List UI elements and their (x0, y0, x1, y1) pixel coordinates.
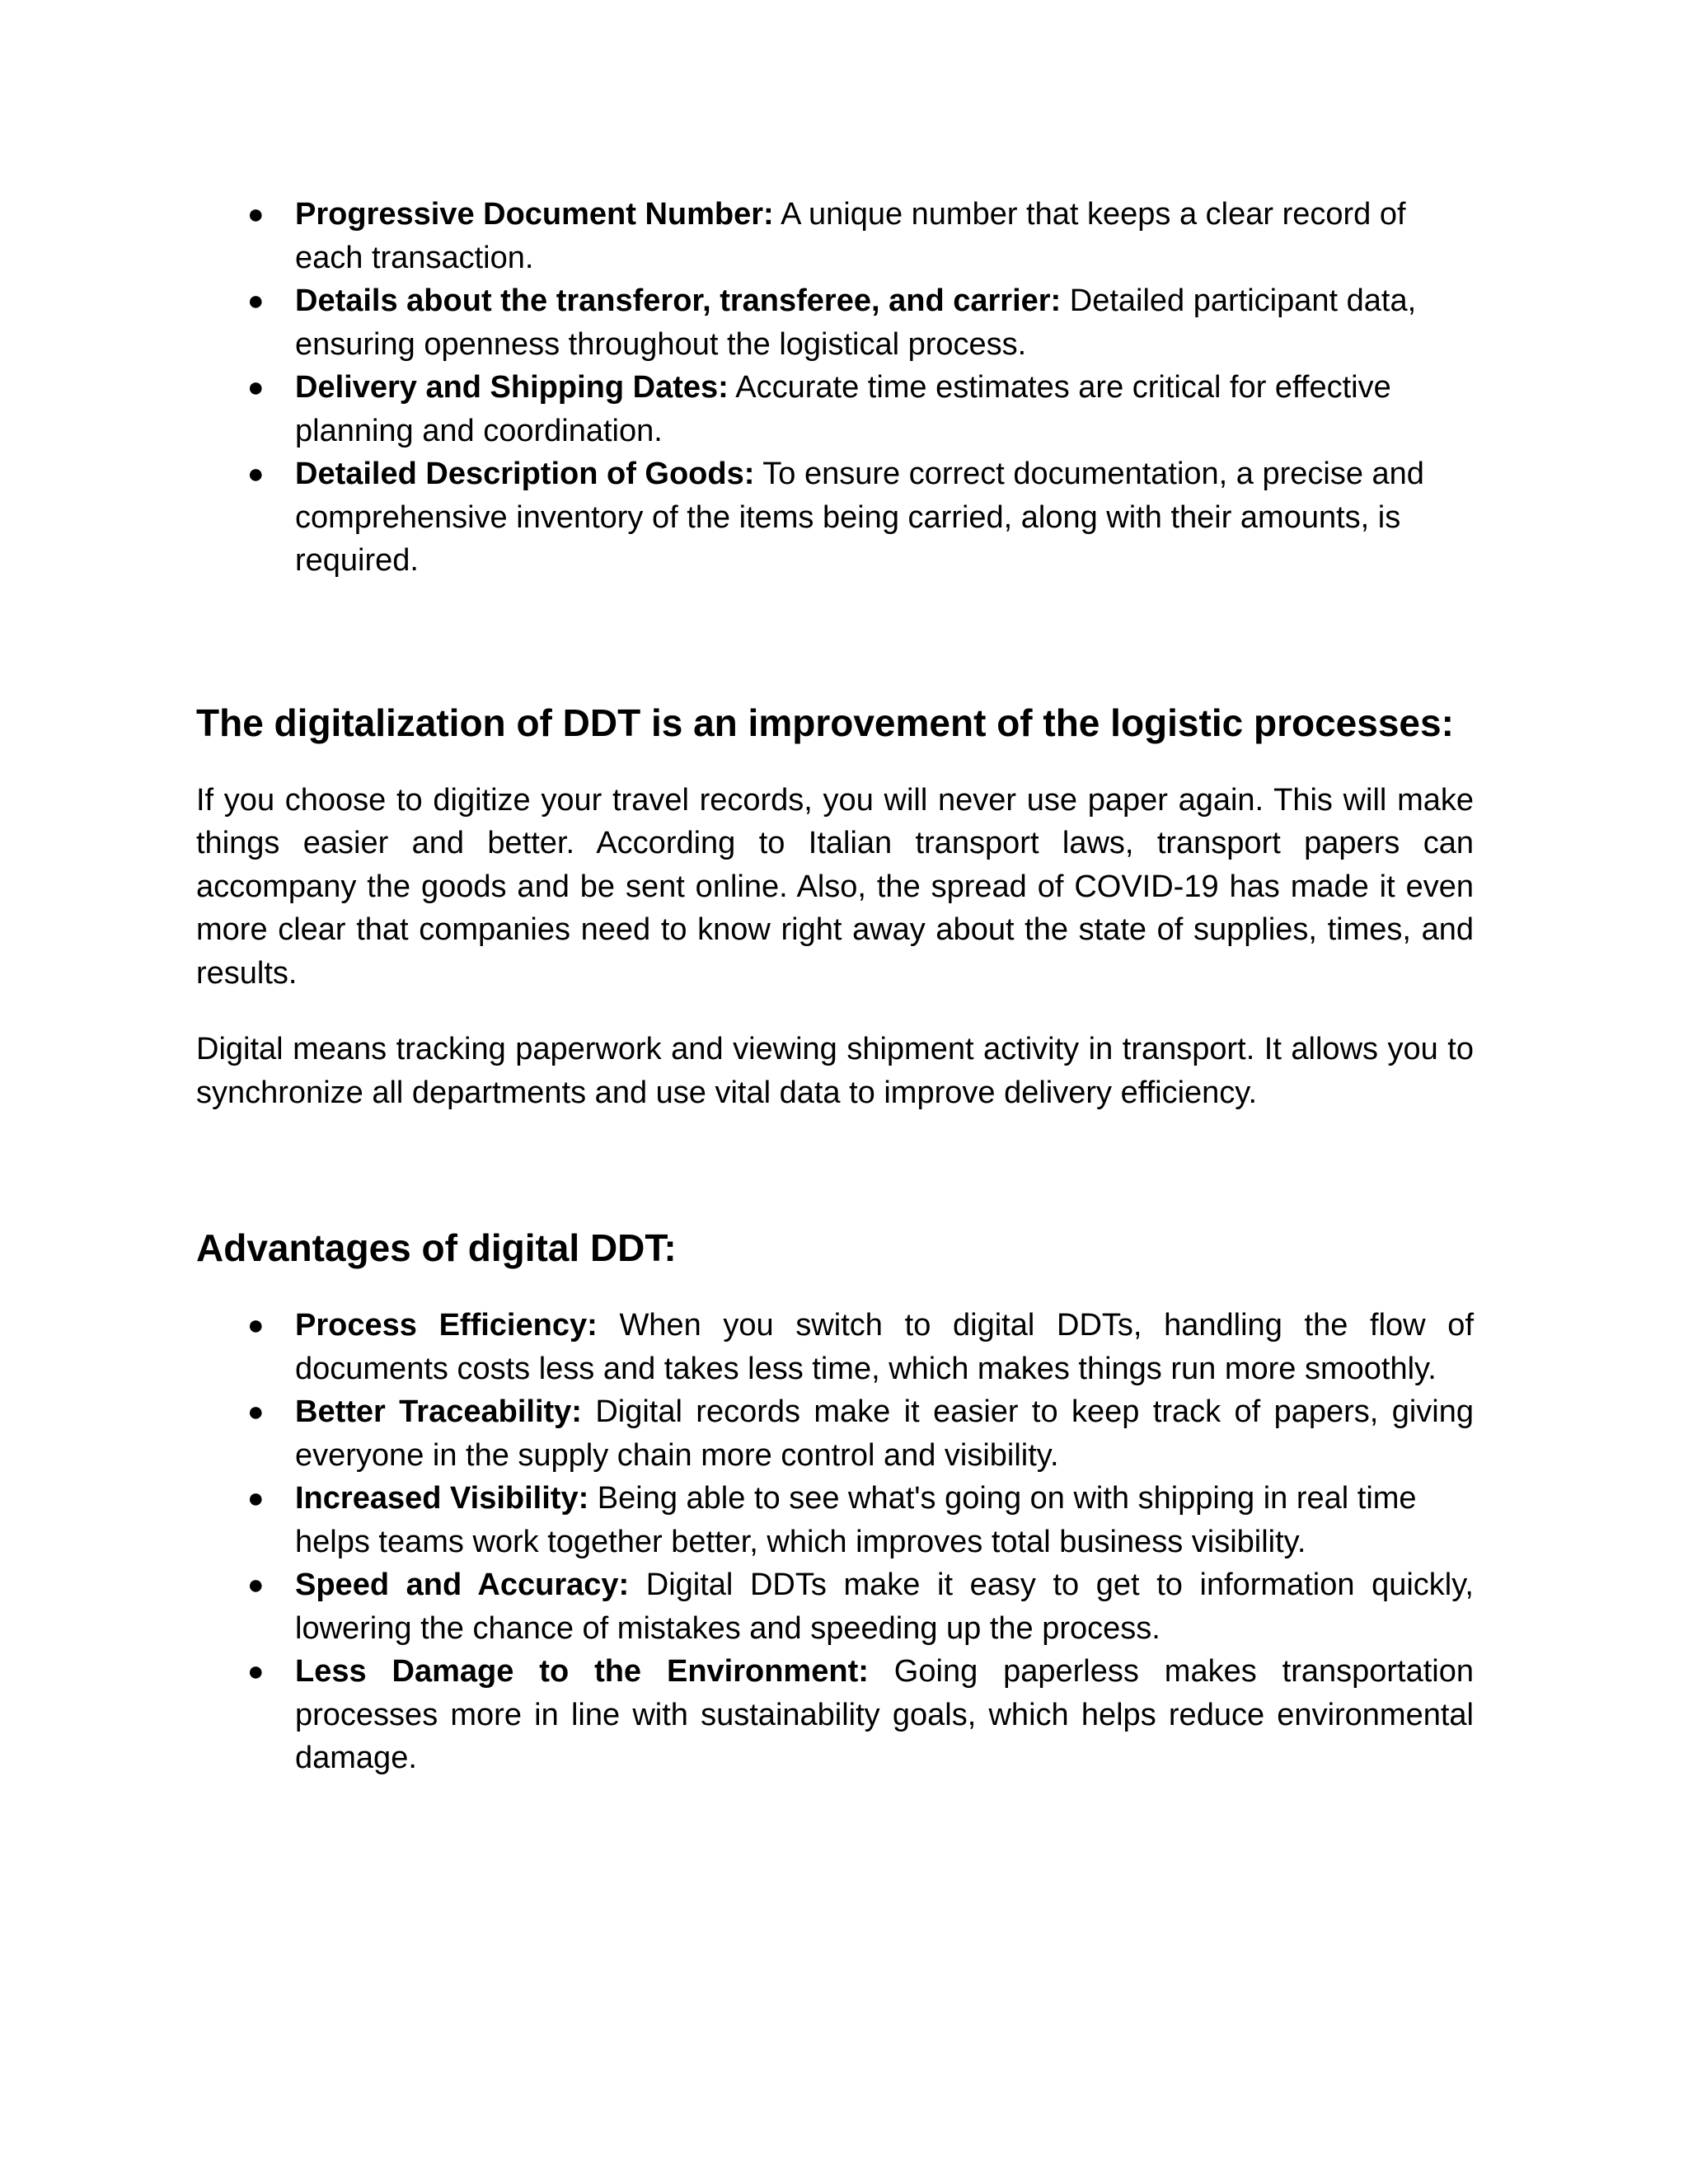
list-item-text: Going paperless makes transportation processes more in line with sustainability goals, which helps reduce environmental damage. (295, 1654, 1474, 1775)
advantages-heading: Advantages of digital DDT: (196, 1226, 677, 1269)
digitalization-heading: The digitalization of DDT is an improvement of the logistic processes: (196, 701, 1454, 744)
bullet-icon: ● (247, 285, 265, 316)
bullet-icon: ● (247, 1569, 265, 1601)
bullet-icon: ● (247, 372, 265, 403)
bullet-icon: ● (247, 1310, 265, 1341)
list-item-term: Less Damage to the Environment: (295, 1654, 869, 1689)
list-item-text: Accurate time estimates are critical for effective planning and coordination. (295, 370, 1391, 448)
list-item-text: Digital DDTs make it easy to get to information quickly, lowering the chance of mistakes and speeding up the process. (295, 1568, 1474, 1646)
list-item-text: To ensure correct documentation, a precise and comprehensive inventory of the items being carried, along with their amounts, is required. (295, 457, 1424, 578)
bullet-icon: ● (247, 1396, 265, 1427)
list-item (196, 279, 1474, 366)
bullet-icon: ● (247, 1483, 265, 1514)
list-item (196, 452, 1474, 583)
list-item (196, 1563, 1474, 1650)
digitalization-paragraph: If you choose to digitize your travel records, you will never use paper again. This will make things easier and better. According to Italian transport laws, transport papers can accompany the goods and be sent online. Also, the spread of COVID-19 has made it even more clear that companies need to know right away about the state of supplies, times, and results. (196, 782, 1474, 991)
list-item-term: Better Traceability: (295, 1394, 582, 1429)
list-item (196, 1650, 1474, 1780)
list-item (196, 1304, 1474, 1390)
digital-tracking-paragraph: Digital means tracking paperwork and viewing shipment activity in transport. It allows you to synchronize all departments and use vital data to improve delivery efficiency. (196, 1032, 1474, 1110)
list-item-text: A unique number that keeps a clear record of each transaction. (295, 197, 1406, 275)
goods-details-list (196, 193, 1474, 583)
list-item-term: Process Efficiency: (295, 1308, 598, 1343)
bullet-icon: ● (247, 1656, 265, 1687)
list-item-term: Details about the transferor, transferee, and carrier: (295, 284, 1062, 318)
bullet-icon: ● (247, 458, 265, 490)
list-item-term: Speed and Accuracy: (295, 1568, 630, 1602)
document-content (196, 193, 1474, 1780)
list-item (196, 366, 1474, 452)
list-item (196, 1390, 1474, 1477)
list-item-term: Delivery and Shipping Dates: (295, 370, 729, 405)
list-item-text: Being able to see what's going on with shipping in real time helps teams work together better, which improves total business visibility. (295, 1481, 1417, 1559)
list-item-term: Detailed Description of Goods: (295, 457, 755, 491)
bullet-icon: ● (247, 199, 265, 230)
list-item (196, 1477, 1474, 1563)
advantages-list (196, 1304, 1474, 1780)
list-item-term: Increased Visibility: (295, 1481, 589, 1516)
list-item-text: When you switch to digital DDTs, handling the flow of documents costs less and takes less time, which makes things run more smoothly. (295, 1308, 1475, 1386)
list-item-text: Detailed participant data, ensuring openness throughout the logistical process. (295, 284, 1417, 362)
list-item-term: Progressive Document Number: (295, 197, 774, 232)
list-item-text: Digital records make it easier to keep track of papers, giving everyone in the supply chain more control and visibility. (295, 1394, 1474, 1473)
list-item (196, 193, 1474, 279)
